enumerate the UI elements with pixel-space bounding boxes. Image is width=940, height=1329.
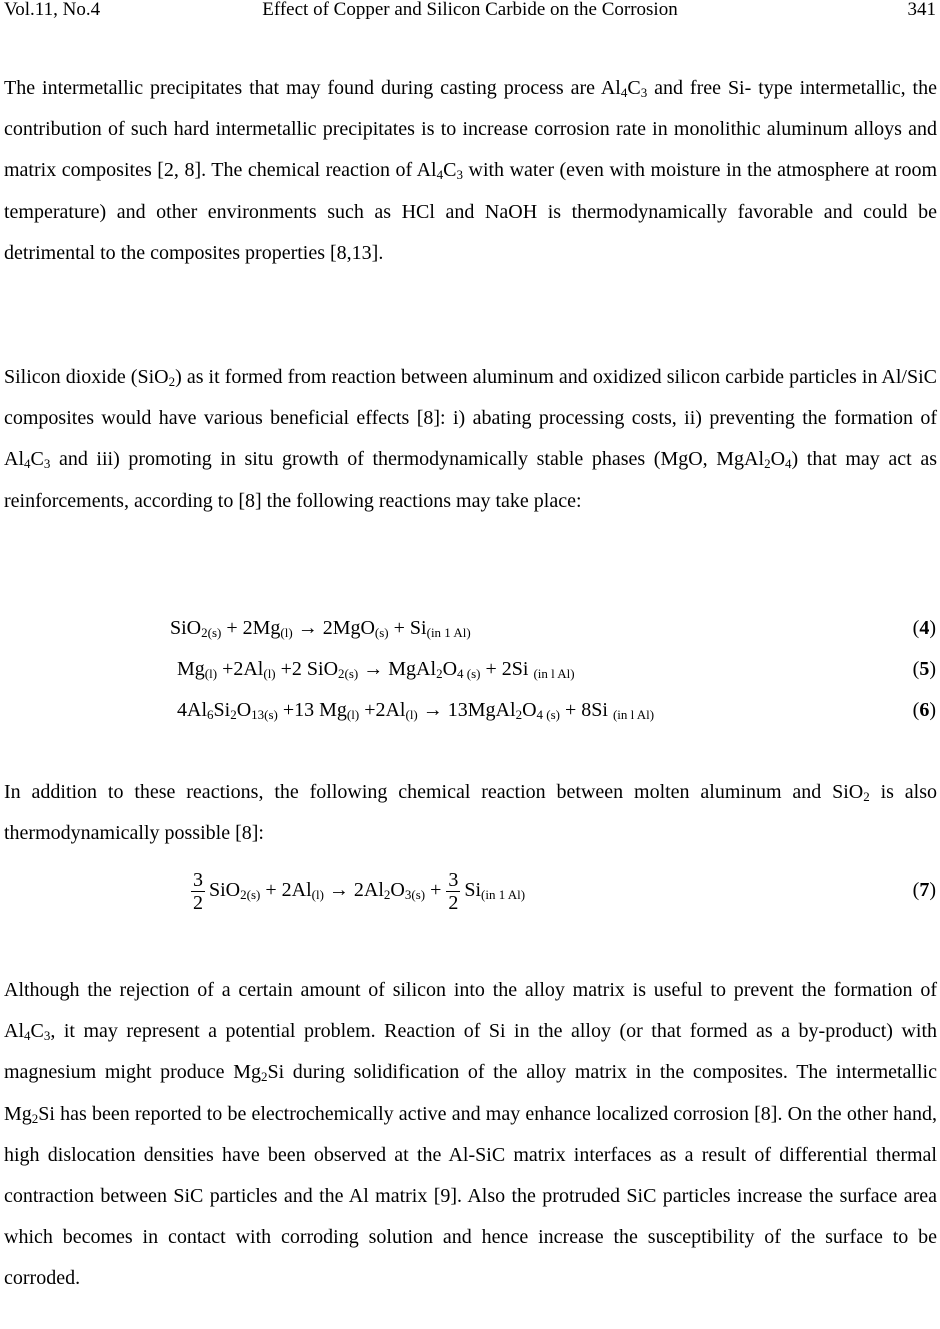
equation-7-number: (7) xyxy=(912,879,936,901)
paragraph-intermetallic: The intermetallic precipitates that may found during casting process are $Al_4C_3$ and free Si- type intermetallic, the contribution of such hard intermetallic precipitates is to increase corrosion rate in monolithic aluminum alloys and matrix composites [2, 8]. The chemical reaction of $Al_4C_3$ with water (even with moisture in the atmosphere at room temperature) and other environments such as HCl and NaOH is thermodynamically favorable and could be detrimental to the composites properties [8,13]. xyxy=(4,77,938,264)
equation-5-body: $Mg_{(l)} +2Al_{(l)} +2$ $SiO_{2(s)} \to MgAl_2O_{4 (s)} + 2Si$ $_{(in l Al)}$ xyxy=(177,658,575,681)
page-number: 341 xyxy=(907,0,936,20)
equation-7 xyxy=(0,862,940,918)
equation-5-number: (5) xyxy=(912,658,936,680)
paragraph-silicon-rejection: Although the rejection of a certain amount of silicon into the alloy matrix is useful to prevent the formation of $Al_4C_3$, it may represent a potential problem. Reaction of Si in the alloy (or that formed as a by-product) with magnesium might produce $Mg_2Si$ during solidification of the alloy matrix in the composites. The intermetallic $Mg_2Si$ has been reported to be electrochemically active and may enhance localized corrosion [8]. On the other hand, high dislocation densities have been observed at the Al-SiC matrix interfaces as a result of differential thermal contraction between SiC particles and the Al matrix [9]. Also the protruded SiC particles increase the surface area which becomes in contact with corroding solution and hence increase the susceptibility of the surface to be corroded. xyxy=(4,979,937,1290)
fraction-three-halves: $\frac{3}{2}$ xyxy=(193,868,203,914)
running-title: Effect of Copper and Silicon Carbide on the Corrosion xyxy=(262,0,678,20)
journal-volume: Vol.11, No.4 xyxy=(4,0,101,20)
equation-4-body: $SiO_{2(s)} + 2Mg_{(l)} \to 2MgO_{(s)} + Si_{(in 1 Al)}$ xyxy=(170,617,471,640)
fraction-three-halves: $\frac{3}{2}$ xyxy=(448,868,459,914)
equation-6-number: (6) xyxy=(912,699,936,721)
equation-5 xyxy=(0,654,940,684)
paragraph-silicon-dioxide: Silicon dioxide (SiO$_2$) as it formed from reaction between aluminum and oxidized silicon carbide particles in Al/SiC composites would have various beneficial effects [8]: i) abating processing costs, ii) preventing the formation of $Al_4C_3$ and iii) promoting in situ growth of thermodynamically stable phases (MgO, $MgAl_2O_4$) that may act as reinforcements, according to [8] the following reactions may take place: xyxy=(4,366,937,512)
equation-4-number: (4) xyxy=(912,617,936,639)
equation-6-body: $4Al_6Si_2O_{13(s)} +13$ $Mg_{(l)} +2Al_{(l)}$ → $13MgAl_2O_{4 (s)} + 8Si$ $_{(in l Al)}$ xyxy=(177,699,655,722)
paragraph-molten-aluminum: In addition to these reactions, the following chemical reaction between molten aluminum and SiO$_2$ is also thermodynamically possible [8]: xyxy=(4,781,937,845)
equation-7-body: $\frac{3}{2}$ $SiO_{2(s)} + 2Al_{(l)} \to 2Al_2O_{3(s)}$ + $\frac{3}{2}$ $Si_{(in 1 Al)}$ xyxy=(193,868,526,914)
equation-4 xyxy=(0,613,940,643)
running-header xyxy=(0,0,940,22)
equation-6 xyxy=(0,695,940,725)
